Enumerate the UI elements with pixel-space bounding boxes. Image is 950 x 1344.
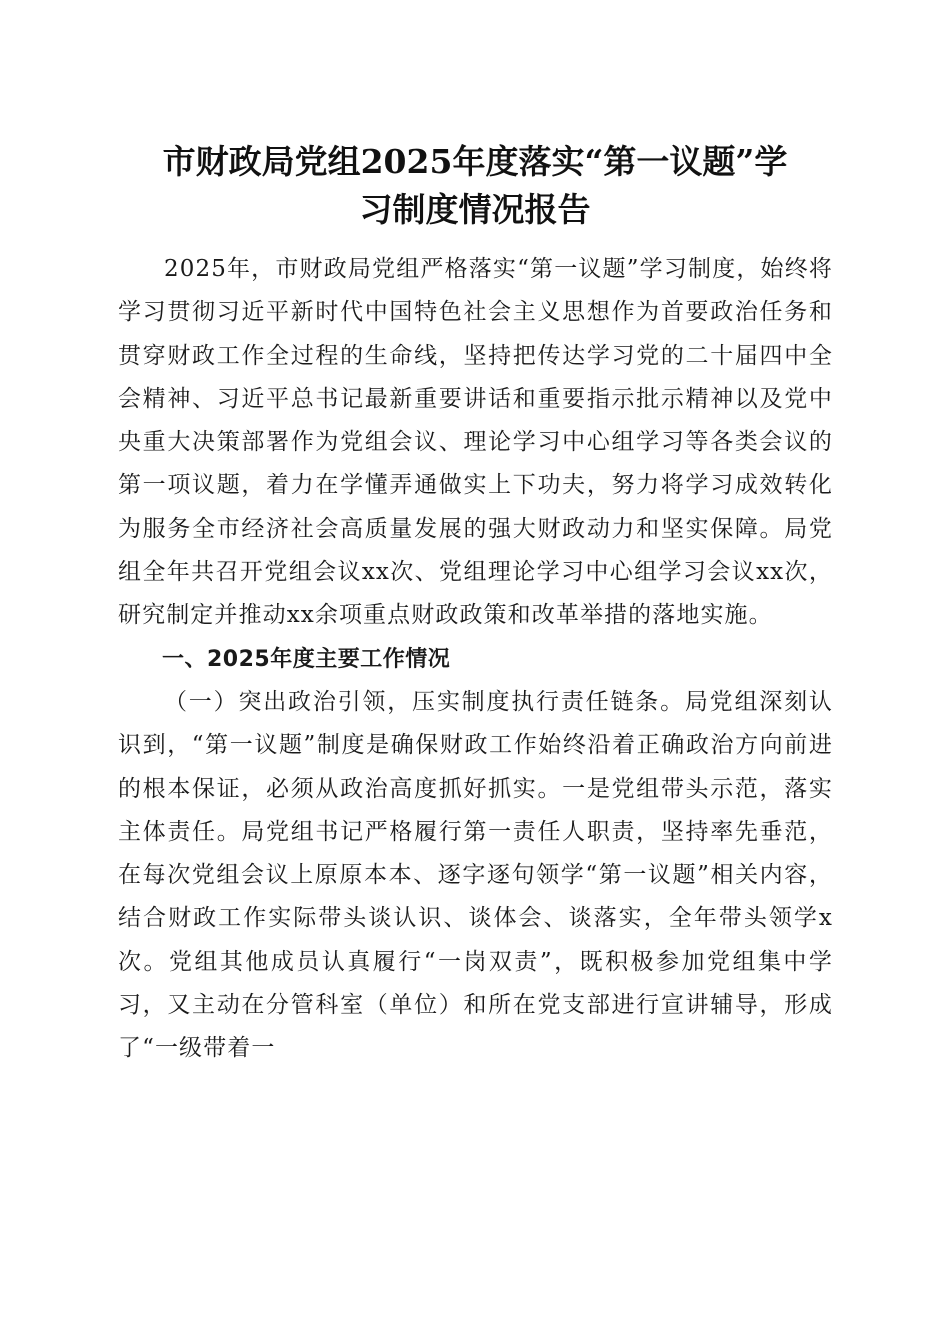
title-line-2: 习制度情况报告 <box>359 190 591 229</box>
title-line-1: 市财政局党组2025年度落实“第一议题”学 <box>162 142 788 181</box>
document-title <box>100 138 850 234</box>
section-1-paragraph-1: （一）突出政治引领，压实制度执行责任链条。局党组深刻认识到，“第一议题”制度是确保财政工作始终沿着正确政治方向前进的根本保证，必须从政治高度抓好抓实。一是党组带头示范，落实主体责任。局党组书记严格履行第一责任人职责，坚持率先垂范，在每次党组会议上原原本本、逐字逐句领学“第一议题”相关内容，结合财政工作实际带头谈认识、谈体会、谈落实，全年带头领学x次。党组其他成员认真履行“一岗双责”，既积极参加党组集中学习，又主动在分管科室（单位）和所在党支部进行宣讲辅导，形成了“一级带着一 <box>118 688 833 1062</box>
section-heading-1: 一、2025年度主要工作情况 <box>162 646 451 672</box>
document-body <box>118 248 833 1071</box>
intro-paragraph: 2025年，市财政局党组严格落实“第一议题”学习制度，始终将学习贯彻习近平新时代中国特色社会主义思想作为首要政治任务和贯穿财政工作全过程的生命线，坚持把传达学习党的二十届四中全会精神、习近平总书记最新重要讲话和重要指示批示精神以及党中央重大决策部署作为党组会议、理论学习中心组学习等各类会议的第一项议题，着力在学懂弄通做实上下功夫，努力将学习成效转化为服务全市经济社会高质量发展的强大财政动力和坚实保障。局党组全年共召开党组会议xx次、党组理论学习中心组学习会议xx次，研究制定并推动xx余项重点财政政策和改革举措的落地实施。 <box>118 256 833 629</box>
